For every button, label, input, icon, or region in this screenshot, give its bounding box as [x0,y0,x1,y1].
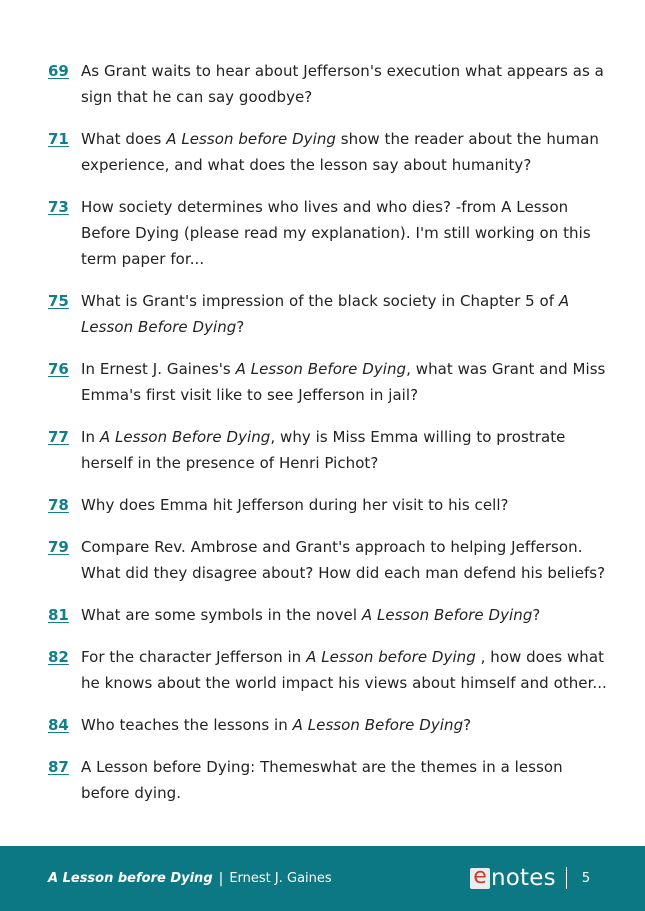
question-text [81,424,608,476]
question-text [81,58,608,110]
question-text [81,126,608,178]
question-text-segment: show the reader about the human experience, and what does the lesson say about humanity? [81,130,599,174]
question-list [48,58,608,822]
question-text [81,356,608,408]
question-number-link[interactable]: 76 [48,360,69,378]
question-number-link[interactable]: 82 [48,648,69,666]
question-number-link[interactable]: 81 [48,606,69,624]
question-item [48,754,608,806]
footer-author: Ernest J. Gaines [229,871,332,886]
question-text-segment: , why is Miss Emma willing to prostrate herself in the presence of Henri Pichot? [81,428,566,472]
question-text-segment: ? [463,716,472,734]
question-text-segment: Compare Rev. Ambrose and Grant's approach to helping Jefferson. What did they disagree about? How did each man defend his beliefs? [81,538,606,582]
book-title-italic: A Lesson before Dying [306,648,476,666]
question-text [81,602,608,628]
question-text-segment: For the character Jefferson in [81,648,307,666]
book-title-italic: A Lesson Before Dying [361,606,533,624]
question-text-segment: Why does Emma hit Jefferson during her visit to his cell? [81,496,509,514]
footer-book-title: A Lesson before Dying [48,871,213,886]
enotes-logo-e-icon: e [470,868,490,889]
book-title-italic: A Lesson Before Dying [235,360,407,378]
question-text-segment: ? [532,606,541,624]
question-text-segment: , how does what he knows about the world impact his views about himself and other... [81,648,607,692]
footer-citation [48,871,332,887]
question-item [48,356,608,408]
footer-separator: | [218,871,224,887]
question-number-link[interactable]: 71 [48,130,69,148]
question-text-segment: A Lesson before Dying: Themeswhat are the themes in a lesson before dying. [81,758,563,802]
question-item [48,492,608,518]
question-number-link[interactable]: 73 [48,198,69,216]
question-text [81,492,608,518]
question-item [48,126,608,178]
question-item [48,194,608,272]
book-title-italic: A Lesson Before Dying [81,292,570,336]
question-number-link[interactable]: 75 [48,292,69,310]
question-text-segment: In Ernest J. Gaines's [81,360,236,378]
footer-brand [470,863,591,891]
question-text [81,644,608,696]
page-footer [0,846,645,911]
question-text [81,712,608,738]
question-text-segment: What is Grant's impression of the black society in Chapter 5 of [81,292,559,310]
question-number-link[interactable]: 79 [48,538,69,556]
question-item [48,534,608,586]
question-number-link[interactable]: 84 [48,716,69,734]
question-item [48,602,608,628]
question-number-link[interactable]: 77 [48,428,69,446]
question-item [48,288,608,340]
enotes-logo-text: notes [491,865,556,891]
footer-divider [566,867,567,889]
question-text-segment: How society determines who lives and who dies? -from A Lesson Before Dying (please read my explanation). I'm still working on this term paper for... [81,198,591,268]
question-item [48,644,608,696]
question-text [81,194,608,272]
book-title-italic: A Lesson Before Dying [99,428,271,446]
question-text-segment: ? [236,318,245,336]
question-item [48,58,608,110]
question-number-link[interactable]: 69 [48,62,69,80]
question-text [81,534,608,586]
book-title-italic: A Lesson Before Dying [292,716,464,734]
question-text-segment: What does [81,130,167,148]
question-text-segment: What are some symbols in the novel [81,606,362,624]
question-text [81,754,608,806]
question-text-segment: As Grant waits to hear about Jefferson's execution what appears as a sign that he can say goodbye? [81,62,604,106]
question-item [48,424,608,476]
question-text [81,288,608,340]
question-number-link[interactable]: 87 [48,758,69,776]
question-text-segment: In [81,428,100,446]
question-text-segment: Who teaches the lessons in [81,716,293,734]
question-number-link[interactable]: 78 [48,496,69,514]
question-item [48,712,608,738]
page-number: 5 [581,870,591,886]
question-text-segment: , what was Grant and Miss Emma's first visit like to see Jefferson in jail? [81,360,606,404]
book-title-italic: A Lesson before Dying [166,130,336,148]
